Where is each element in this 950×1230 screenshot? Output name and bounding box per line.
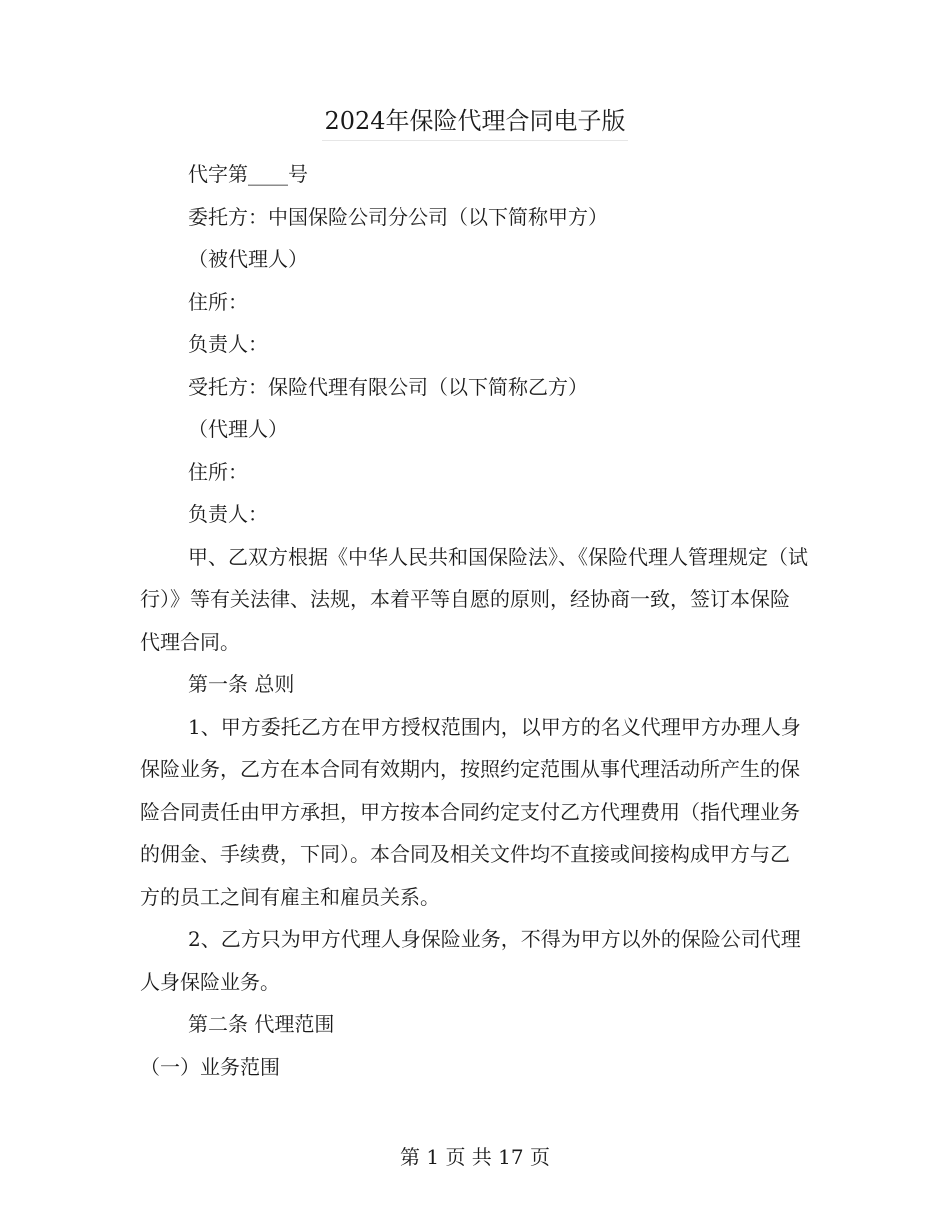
- document-title-text: 2024年保险代理合同电子版: [322, 104, 627, 141]
- agent-role-line: （代理人）: [188, 417, 288, 441]
- document-title: [0, 104, 950, 141]
- agent-address-line: 住所：: [188, 459, 248, 484]
- page-number-label: 第 1 页 共 17 页: [400, 1145, 550, 1169]
- agent-line: 受托方：保险代理有限公司（以下简称乙方）: [188, 374, 588, 399]
- article-2-subsection-1: （一）业务范围: [140, 1054, 280, 1079]
- document-body: [140, 153, 808, 1088]
- basis-paragraph: 甲、乙双方根据《中华人民共和国保险法》、《保险代理人管理规定（试行）》等有关法律、法规，本着平等自愿的原则，经协商一致，签订本保险代理合同。: [140, 544, 808, 654]
- principal-address-line: 住所：: [188, 289, 248, 314]
- principal-role-line: （被代理人）: [188, 247, 308, 271]
- article-1-item-2: 2、乙方只为甲方代理人身保险业务，不得为甲方以外的保险公司代理人身保险业务。: [140, 927, 801, 994]
- principal-line: 委托方：中国保险公司分公司（以下简称甲方）: [188, 204, 608, 229]
- article-1-heading: 第一条 总则: [188, 672, 295, 696]
- article-2-heading: 第二条 代理范围: [188, 1012, 335, 1036]
- principal-representative-line: 负责人：: [188, 332, 268, 356]
- contract-number-line: 代字第____号: [188, 162, 308, 186]
- agent-representative-line: 负责人：: [188, 502, 268, 526]
- article-1-item-1: 1、甲方委托乙方在甲方授权范围内，以甲方的名义代理甲方办理人身保险业务，乙方在本合同有效期内，按照约定范围从事代理活动所产生的保险合同责任由甲方承担，甲方按本合同约定支付乙方代理费用（指代理业务的佣金、手续费，下同）。本合同及相关文件均不直接或间接构成甲方与乙方的员工之间有雇主和雇员关系。: [140, 714, 801, 909]
- page-footer: [0, 1142, 950, 1172]
